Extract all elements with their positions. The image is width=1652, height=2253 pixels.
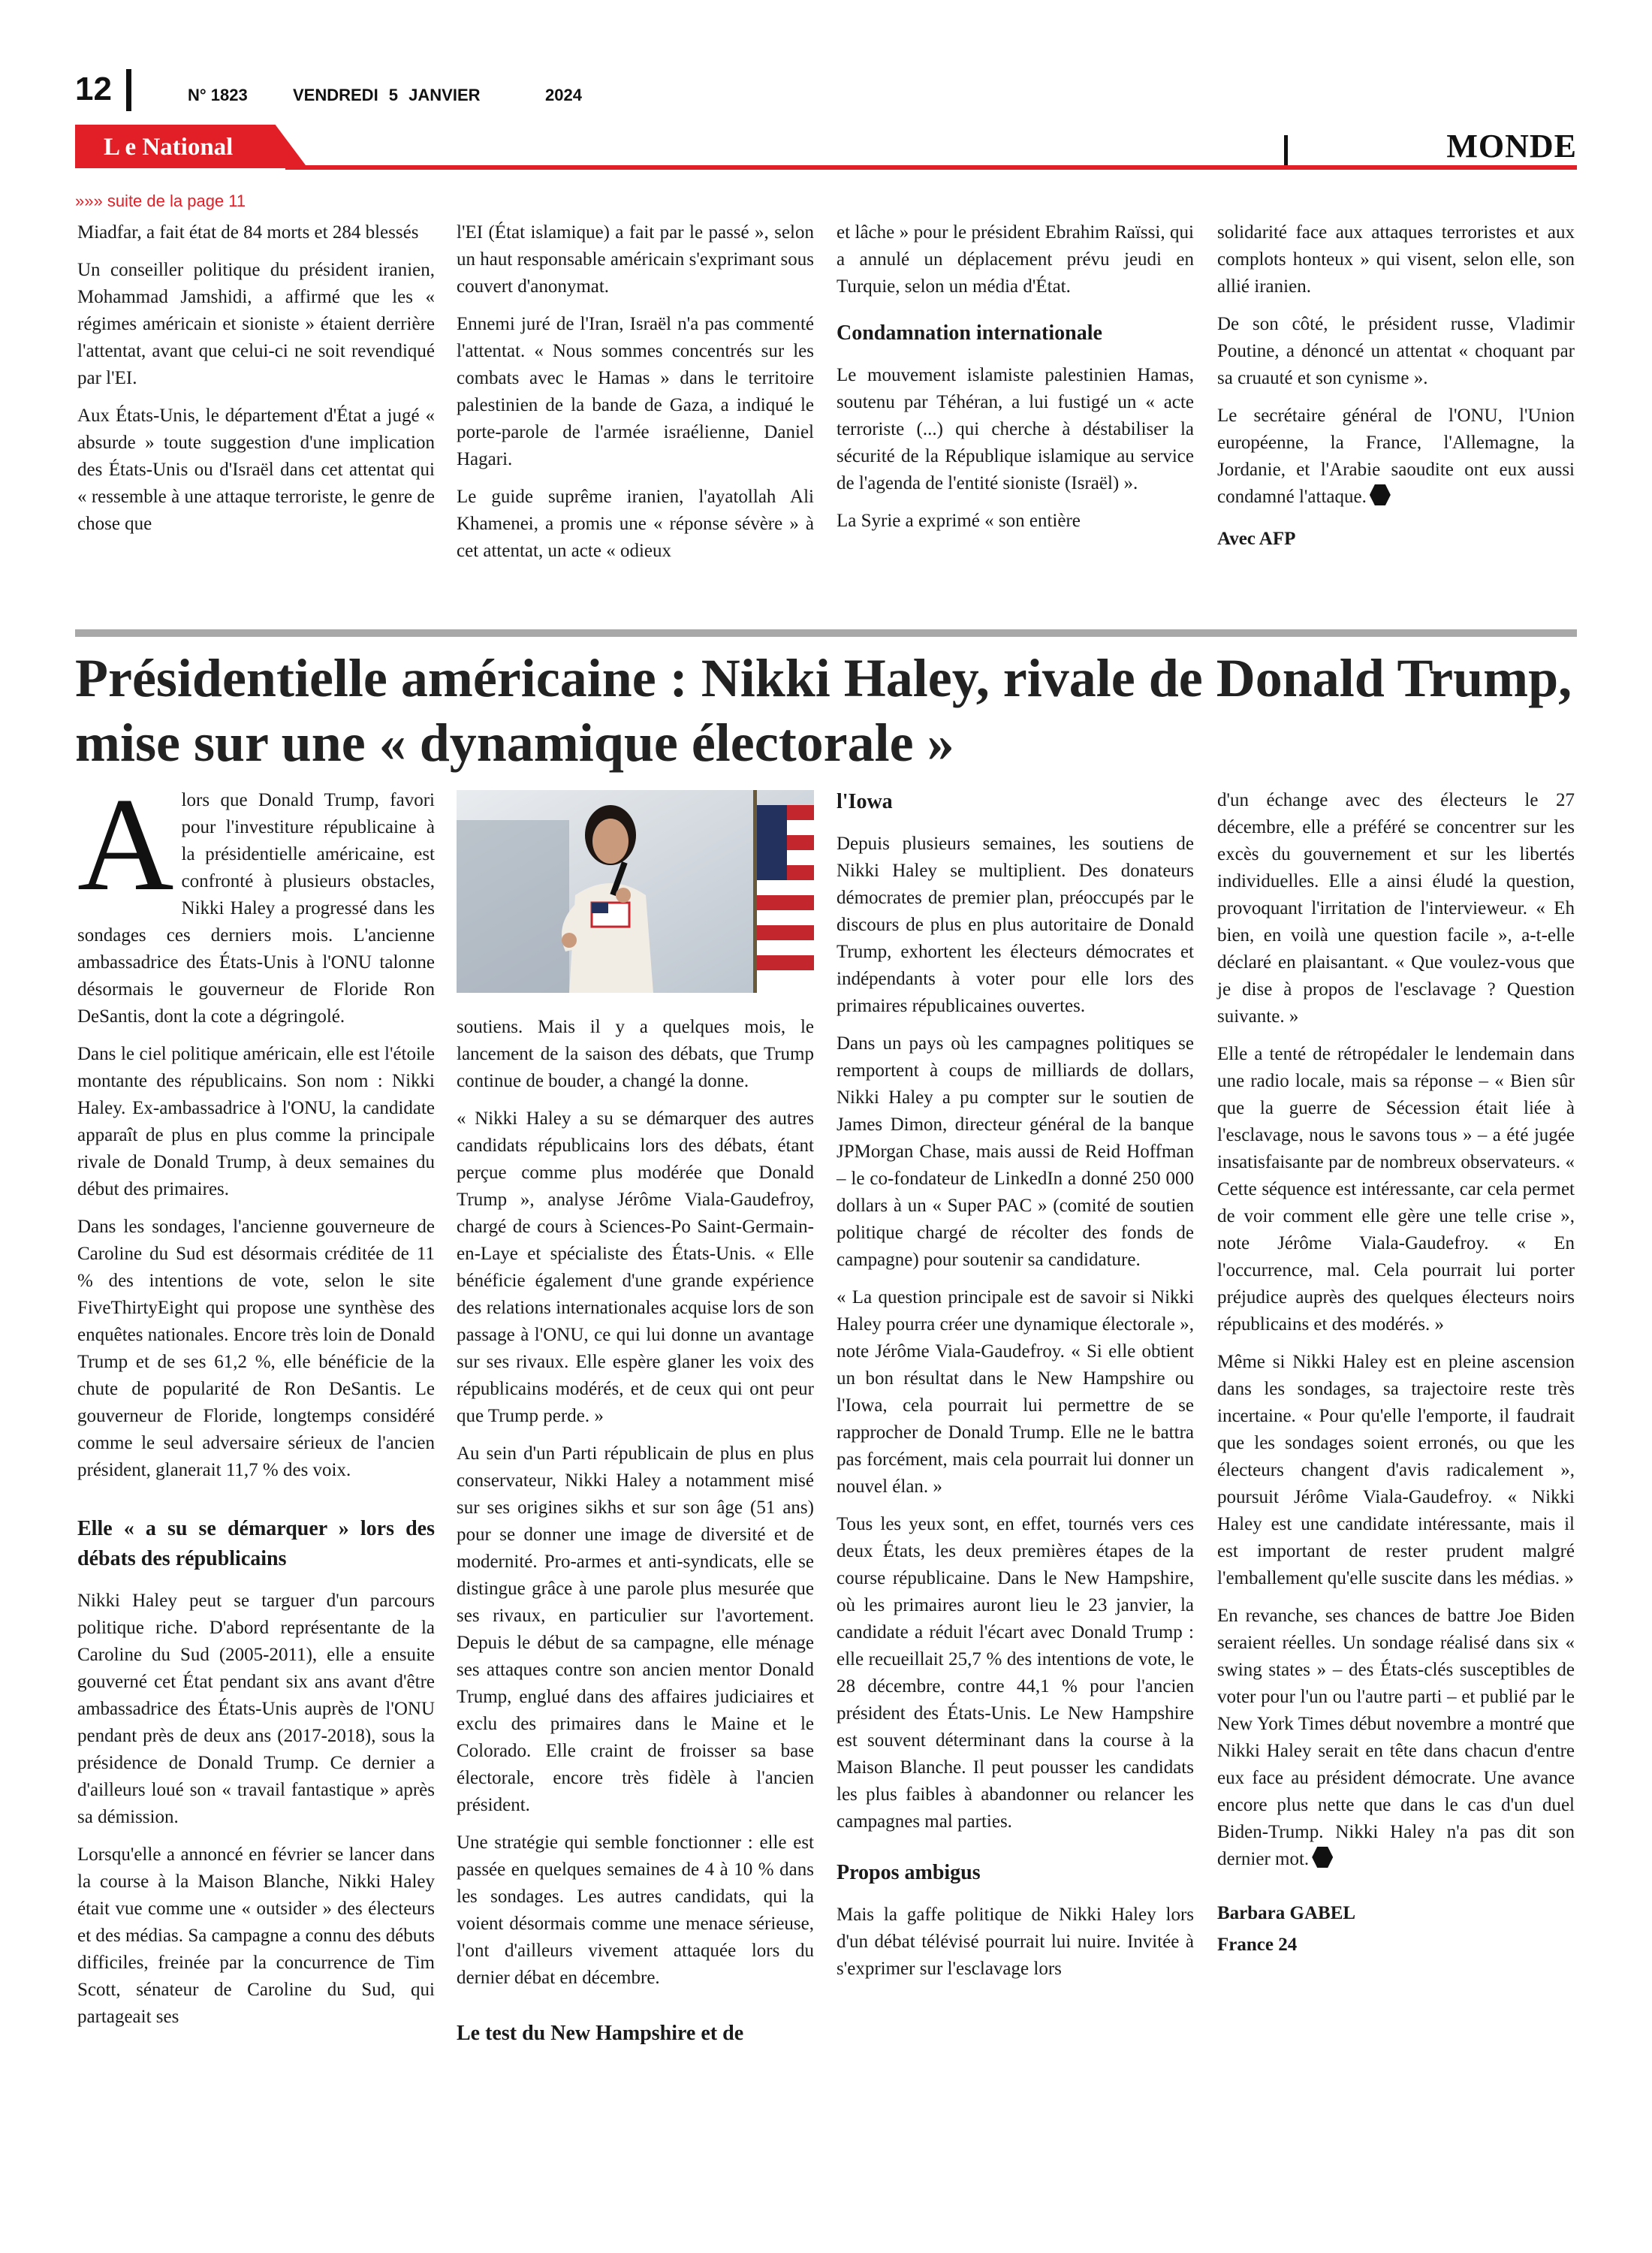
paragraph-text: En revanche, ses chances de battre Joe Biden seraient réelles. Un sondage réalisé dans six « swing states » – des États-clés susceptibles de voter pour l'un ou l'autre parti – et publié par le New York Times début novembre a montré que Nikki Haley serait en tête dans chacun d'entre eux face au président démocrate. Une avance encore plus nette que dans le cas d'un duel Biden-Trump. Nikki Haley n'a pas dit son dernier mot. [1217,1606,1575,1869]
section-divider [1284,135,1288,165]
paragraph: Tous les yeux sont, en effet, tournés vers ces deux États, les deux premières étapes de la course républicaine. Dans le New Hampshire, où les primaires auront lieu le 23 janvier, la candidate a réduit l'écart avec Donald Trump : elle recueillait 25,7 % des intentions de vote, le 28 décembre, contre 44,1 % pour l'ancien président des États-Unis. Le New Hampshire est souvent déterminant dans la course à la Maison Blanche. Il peut pousser les candidats les plus faibles à abandonner ou relancer les campagnes mal parties. [837,1514,1194,1832]
issue-year: 2024 [545,86,582,104]
brand-name: L e National [104,134,234,161]
paragraph: Elle a tenté de rétropédaler le lendemain dans une radio locale, mais sa réponse – « Bien sûr que la guerre de Sécession était liée à l'esclavage, nous le savons tous » – a été jugée insatisfaisante par de nombreux observateurs. « Cette séquence est intéressante, car cela permet de voir comment elle gère une telle crise », note Jérôme Viala-Gaudefroy. « En l'occurrence, mal. Cela pourrait lui porter préjudice auprès des quelques électeurs noirs républicains et des modérés. » [1217,1044,1575,1335]
paragraph: La Syrie a exprimé « son entière [837,511,1081,531]
paragraph: « Nikki Haley a su se démarquer des autres candidats républicains lors des débats, étant perçue comme plus modérée que Donald Trump », analyse Jérôme Viala-Gaudefroy, chargé de cours à Sciences-Po Saint-Germain-en-Laye et spécialiste des États-Unis. « Elle bénéficie également d'une grande expérience des relations internationales acquise lors de son passage à l'ONU, ce qui lui donne un avantage sur ses rivaux. Elle espère glaner les voix des républicains modérés, et de ceux qui ont peur que Trump perde. » [457,1108,814,1426]
subheading: Propos ambigus [837,1861,981,1884]
paragraph: Mais la gaffe politique de Nikki Haley lors d'un débat télévisé pourrait lui nuire. Invitée à s'exprimer sur l'esclavage lors [837,1905,1194,1979]
paragraph: et lâche » pour le président Ebrahim Raïssi, qui a annulé un déplacement prévu jeudi en Turquie, selon un média d'État. [837,222,1194,297]
article-photo [457,790,814,993]
lead-paragraph [77,770,435,1030]
paragraph: solidarité face aux attaques terroristes et aux complots honteux » qui visent, selon elle, son allié iranien. [1217,222,1575,297]
lead-text: lors que Donald Trump, favori pour l'investiture républicaine à la présidentielle américaine, est confronté à plusieurs obstacles, Nikki Haley a progressé dans les sondages ces derniers mois. L'ancienne ambassadrice des États-Unis à l'ONU talonne désormais le gouverneur de Floride Ron DeSantis, dont la cote a dégringolé. [77,790,435,1027]
paragraph: Miadfar, a fait état de 84 morts et 284 blessés [77,222,419,243]
paragraph [1217,403,1575,511]
continued-from-link[interactable]: »»» suite de la page 11 [75,192,246,210]
paragraph: Nikki Haley peut se targuer d'un parcours politique riche. D'abord représentante de la Caroline du Sud (2005-2011), elle a ensuite gouverné cet État pendant six ans avant d'être ambassadrice des États-Unis auprès de l'ONU pendant près de deux ans (2017-2018), sous la présidence de Donald Trump. Ce dernier a d'ailleurs loué son « travail fantastique » après sa démission. [77,1591,435,1827]
issue-number: N° 1823 [188,86,248,104]
column-1 [77,219,435,548]
column-3 [837,787,1194,1993]
paragraph: « La question principale est de savoir si Nikki Haley pourra créer une dynamique électorale », note Jérôme Viala-Gaudefroy. « Si elle obtient un bon résultat dans le New Hampshire ou l'Iowa, cela pourrait lui permettre de se rapprocher de Donald Trump. Elle ne le battra pas forcément, mais cela pourrait lui donner un nouvel élan. » [837,1287,1194,1497]
paragraph: Dans le ciel politique américain, elle est l'étoile montante des républicains. Son nom : Nikki Haley. Ex-ambassadrice à l'ONU, la candidate apparaît de plus en plus comme la principale rivale de Donald Trump, à deux semaines du début des primaires. [77,1044,435,1199]
column-3 [837,219,1194,545]
subheading: Condamnation internationale [837,321,1102,345]
paragraph: soutiens. Mais il y a quelques mois, le lancement de la saison des débats, que Trump continue de bouder, a changé la donne. [457,1017,814,1091]
end-mark-icon [1370,484,1391,505]
paragraph: Une stratégie qui semble fonctionner : elle est passée en quelques semaines de 4 à 10 % dans les sondages. Les autres candidats, qui la voient désormais comme une menace sérieuse, l'ont d'ailleurs vivement attaquée lors du dernier débat en décembre. [457,1832,814,1988]
paragraph: Lorsqu'elle a annoncé en février se lancer dans la course à la Maison Blanche, Nikki Haley était vue comme une « outsider » des électeurs et des médias. Sa campagne a connu des débuts difficiles, freinée par la concurrence de Tim Scott, sénateur de Caroline du Sud, qui partageait ses [77,1844,435,2027]
paragraph: l'EI (État islamique) a fait par le passé », selon un haut responsable américain s'exprimant sous couvert d'anonymat. [457,222,814,297]
drop-cap: A [77,770,174,918]
section-title: MONDE [1446,128,1577,164]
column-4 [1217,787,1575,1959]
byline-source: France 24 [1217,1935,1298,1955]
end-mark-icon [1312,1847,1333,1868]
page-number-divider [126,69,131,111]
byline-author: Barbara GABEL [1217,1903,1356,1923]
paragraph: Dans les sondages, l'ancienne gouverneure de Caroline du Sud est désormais créditée de 11 % des intentions de vote, selon le site FiveThirtyEight qui propose une synthèse des enquêtes nationales. Encore très loin de Donald Trump et de ses 61,2 %, elle bénéficie de la chute de popularité de Ron DeSantis. Le gouverneur de Floride, longtemps considéré comme le seul adversaire sérieux de l'ancien président, glanerait 11,7 % des voix. [77,1217,435,1480]
paragraph: Le guide suprême iranien, l'ayatollah Ali Khamenei, a promis une « réponse sévère » à cet attentat, un acte « odieux [457,487,814,561]
paragraph: Dans un pays où les campagnes politiques se remportent à coups de milliards de dollars, Nikki Haley a pu compter sur le soutien de James Dimon, directeur général de la banque JPMorgan Chase, mais aussi de Reid Hoffman – le co-fondateur de LinkedIn a donné 250 000 dollars à un « Super PAC » (comité de soutien politique chargé de récolter des fonds de campagne) pour soutenir sa candidature. [837,1033,1194,1270]
paragraph: Au sein d'un Parti républicain de plus en plus conservateur, Nikki Haley a notamment misé sur ses origines sikhs et sur son âge (51 ans) pour se donner une image de diversité et de modernité. Pro-armes et anti-syndicats, elle se distingue grâce à une parole plus mesurée que ses rivaux, en particulier sur l'avortement. Depuis le début de sa campagne, elle ménage ses attaques contre son ancien mentor Donald Trump, englué dans des affaires judiciaires et exclu des primaires dans le Maine et le Colorado. Elle craint de froisser sa base électorale, encore très fidèle à l'ancien président. [457,1443,814,1815]
article-headline: Présidentielle américaine : Nikki Haley, rivale de Donald Trump, mise sur une « dynamique électorale » [75,648,1572,773]
paragraph: Depuis plusieurs semaines, les soutiens de Nikki Haley se multiplient. Des donateurs démocrates de premier plan, préoccupés par le discours de plus en plus autoritaire de Donald Trump, exhortent les électeurs démocrates et indépendants à voter pour elle lors des primaires républicaines ouvertes. [837,834,1194,1016]
column-1 [77,770,435,2041]
byline: Avec AFP [1217,529,1296,549]
subheading-continued: l'Iowa [837,790,893,813]
paragraph: Même si Nikki Haley est en pleine ascension dans les sondages, sa trajectoire reste très incertaine. « Pour qu'elle l'emporte, il faudrait que les sondages soient erronés, ou que les électeurs changent d'avis radicalement », poursuit Jérôme Viala-Gaudefroy. « Nikki Haley est une candidate intéressante, mais il est important de rester prudent malgré l'emballement qu'elle suscite dans les médias. » [1217,1352,1575,1588]
column-2 [457,219,814,575]
column-2 [457,1014,814,2062]
header-rule [285,165,1577,170]
page-number: 12 [75,71,112,107]
issue-date: VENDREDI 5 JANVIER [293,86,481,104]
paragraph: Le mouvement islamiste palestinien Hamas, soutenu par Téhéran, a lui fustigé un « acte terroriste (...) qui cherche à déstabiliser la sécurité de la République islamique au service de l'agenda de l'entité sioniste (Israël) ». [837,365,1194,493]
subheading: Elle « a su se démarquer » lors des débats des républicains [77,1517,435,1570]
column-4 [1217,219,1575,553]
paragraph: Un conseiller politique du président iranien, Mohammad Jamshidi, a affirmé que les « régimes américain et sioniste » étaient derrière l'attentat, avant que celui-ci ne soit revendiqué par l'EI. [77,260,435,388]
paragraph: d'un échange avec des électeurs le 27 décembre, elle a préféré se concentrer sur les excès du gouvernement et sur les libertés individuelles. Elle a ainsi éludé la question, provoquant l'irritation de l'intervieweur. « Eh bien, en voilà une question facile », a-t-elle déclaré en plaisantant. « Que voulez-vous que je dise à propos de l'esclavage ? Question suivante. » [1217,790,1575,1027]
subheading: Le test du New Hampshire et de [457,2022,744,2045]
paragraph: Aux États-Unis, le département d'État a jugé « absurde » toute suggestion d'une implication des États-Unis ou d'Israël dans cet attentat qui « ressemble à une attaque terroriste, le genre de chose que [77,406,435,534]
us-flag-icon [753,790,814,993]
paragraph [1217,1603,1575,1873]
article-separator [75,629,1577,637]
paragraph-text: Le secrétaire général de l'ONU, l'Union européenne, la France, l'Allemagne, la Jordanie, et l'Arabie saoudite ont eux aussi condamné l'attaque. [1217,406,1575,507]
paragraph: De son côté, le président russe, Vladimir Poutine, a dénoncé un attentat « choquant par sa cruauté et son cynisme ». [1217,314,1575,388]
photo-illustration [457,790,814,993]
paragraph: Ennemi juré de l'Iran, Israël n'a pas commenté l'attentat. « Nous sommes concentrés sur les combats avec le Hamas » dans le territoire palestinien de la bande de Gaza, a indiqué le porte-parole de l'armée israélienne, Daniel Hagari. [457,314,814,469]
